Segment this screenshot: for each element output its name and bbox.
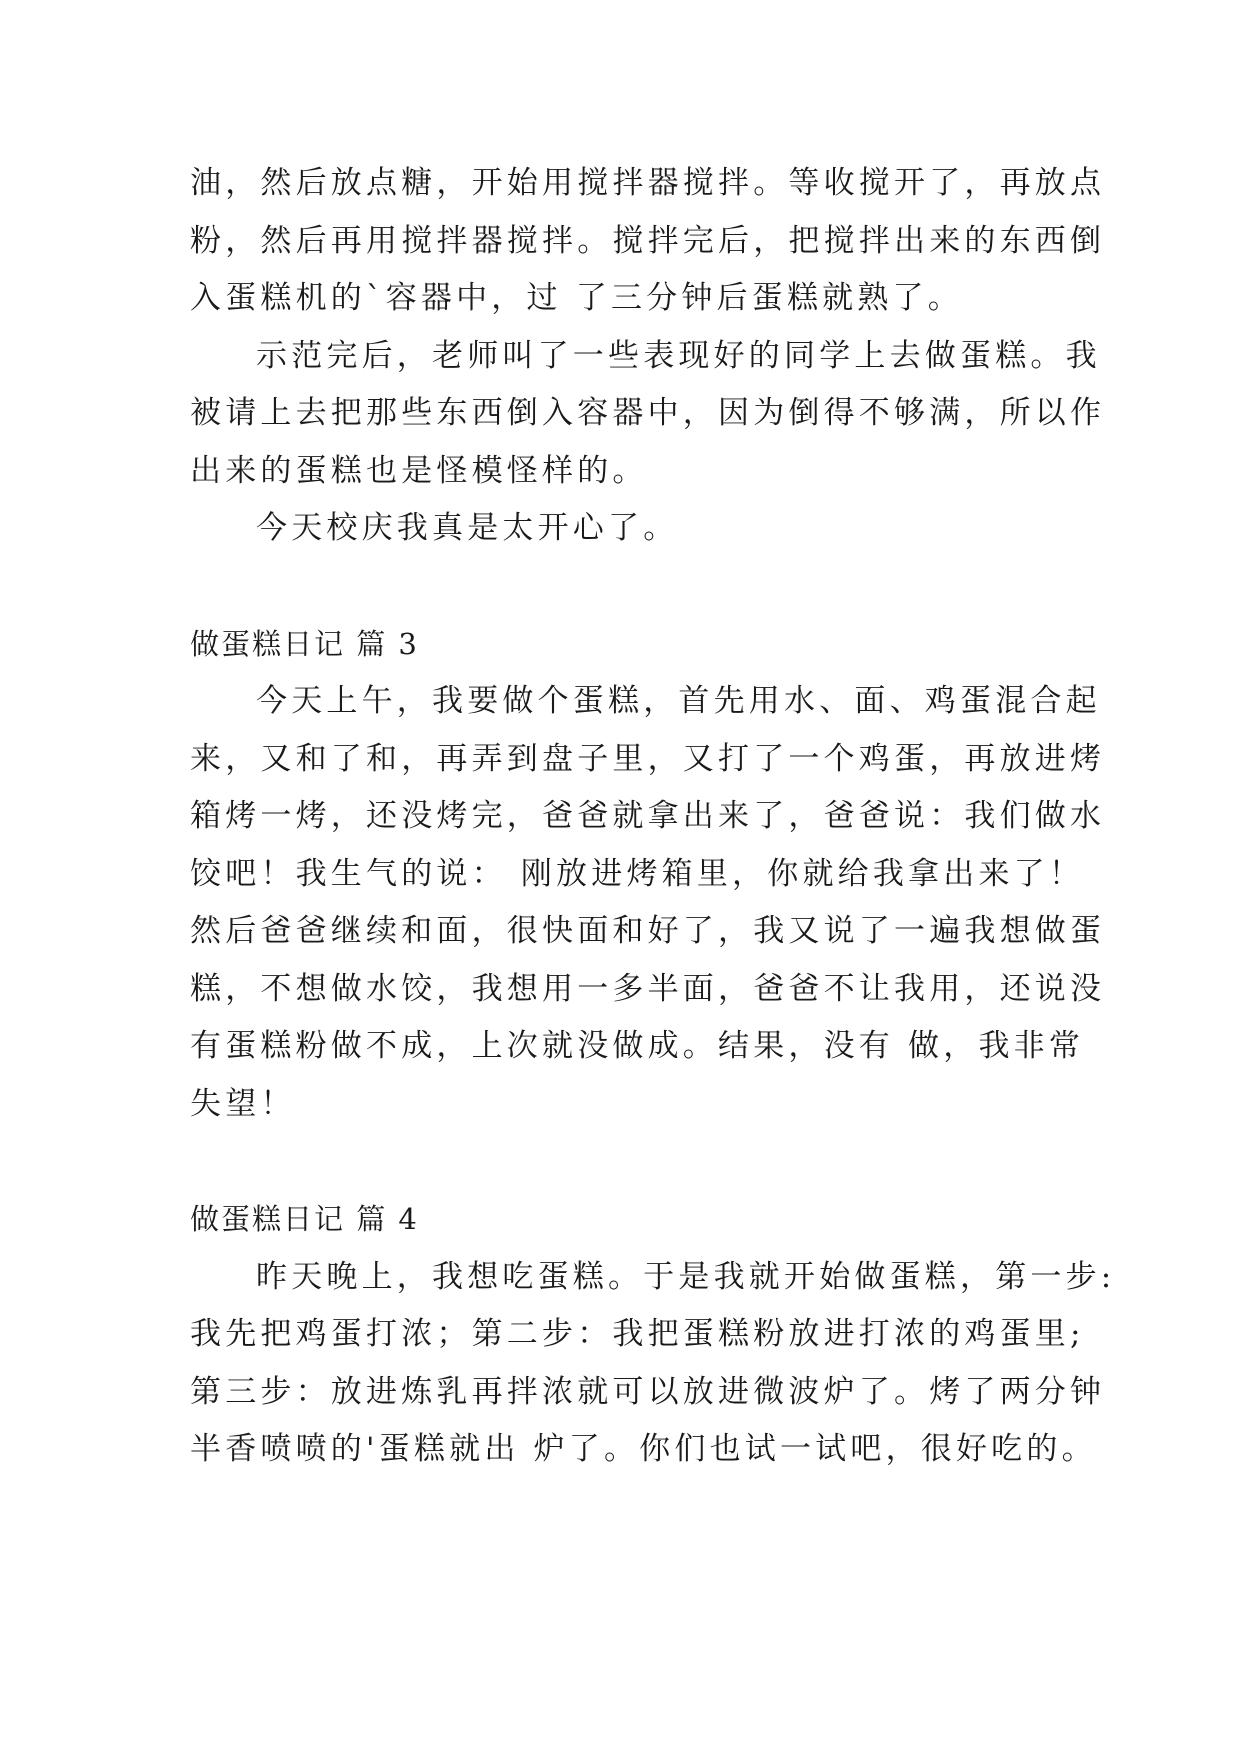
text-line: 第三步：放进炼乳再拌浓就可以放进微波炉了。烤了两分钟 [190, 1373, 1106, 1410]
section-4 [190, 1191, 1116, 1479]
text-line: 失望！ [190, 1085, 296, 1122]
section-3 [190, 616, 1106, 1134]
text-line: 出来的蛋糕也是怪模怪样的。 [190, 452, 648, 489]
section-gap [190, 1133, 1060, 1191]
text-line: 糕，不想做水饺，我想用一多半面，爸爸不让我用，还说没 [190, 970, 1106, 1007]
text-line: 被请上去把那些东西倒入容器中，因为倒得不够满，所以作 [190, 395, 1106, 431]
section-gap [190, 558, 1060, 616]
text-line: 有蛋糕粉做不成，上次就没做成。结果，没有 做，我非常 [190, 1028, 1085, 1064]
text-line: 油，然后放点糖，开始用搅拌器搅拌。等收搅开了，再放点 [190, 165, 1106, 201]
text-line: 半香喷喷的'蛋糕就出 炉了。你们也试一试吧，很好吃的。 [190, 1431, 1097, 1467]
text-line: 今天校庆我真是太开心了。 [256, 510, 679, 546]
text-line: 今天上午，我要做个蛋糕，首先用水、面、鸡蛋混合起 [256, 683, 1101, 719]
text-line: 来，又和了和，再弄到盘子里，又打了一个鸡蛋，再放进烤 [190, 740, 1106, 777]
document-page [190, 155, 1116, 1479]
text-line: 昨天晚上，我想吃蛋糕。于是我就开始做蛋糕，第一步: [256, 1258, 1116, 1295]
text-line: 箱烤一烤，还没烤完，爸爸就拿出来了，爸爸说：我们做水 [190, 798, 1106, 834]
text-line: 入蛋糕机的`容器中，过 了三分钟后蛋糕就熟了。 [190, 280, 963, 316]
text-line: 饺吧！我生气的说： 刚放进烤箱里，你就给我拿出来了！ [190, 855, 1085, 892]
text-line: 然后爸爸继续和面，很快面和好了，我又说了一遍我想做蛋 [190, 913, 1106, 949]
text-line: 我先把鸡蛋打浓；第二步：我把蛋糕粉放进打浓的鸡蛋里; [190, 1316, 1085, 1352]
section-4-title: 做蛋糕日记 篇 4 [190, 1202, 419, 1236]
section-3-title: 做蛋糕日记 篇 3 [190, 626, 419, 661]
text-line: 示范完后，老师叫了一些表现好的同学上去做蛋糕。我 [256, 337, 1101, 374]
section-1-body [190, 155, 1106, 558]
text-line: 粉，然后再用搅拌器搅拌。搅拌完后，把搅拌出来的东西倒 [190, 222, 1106, 259]
